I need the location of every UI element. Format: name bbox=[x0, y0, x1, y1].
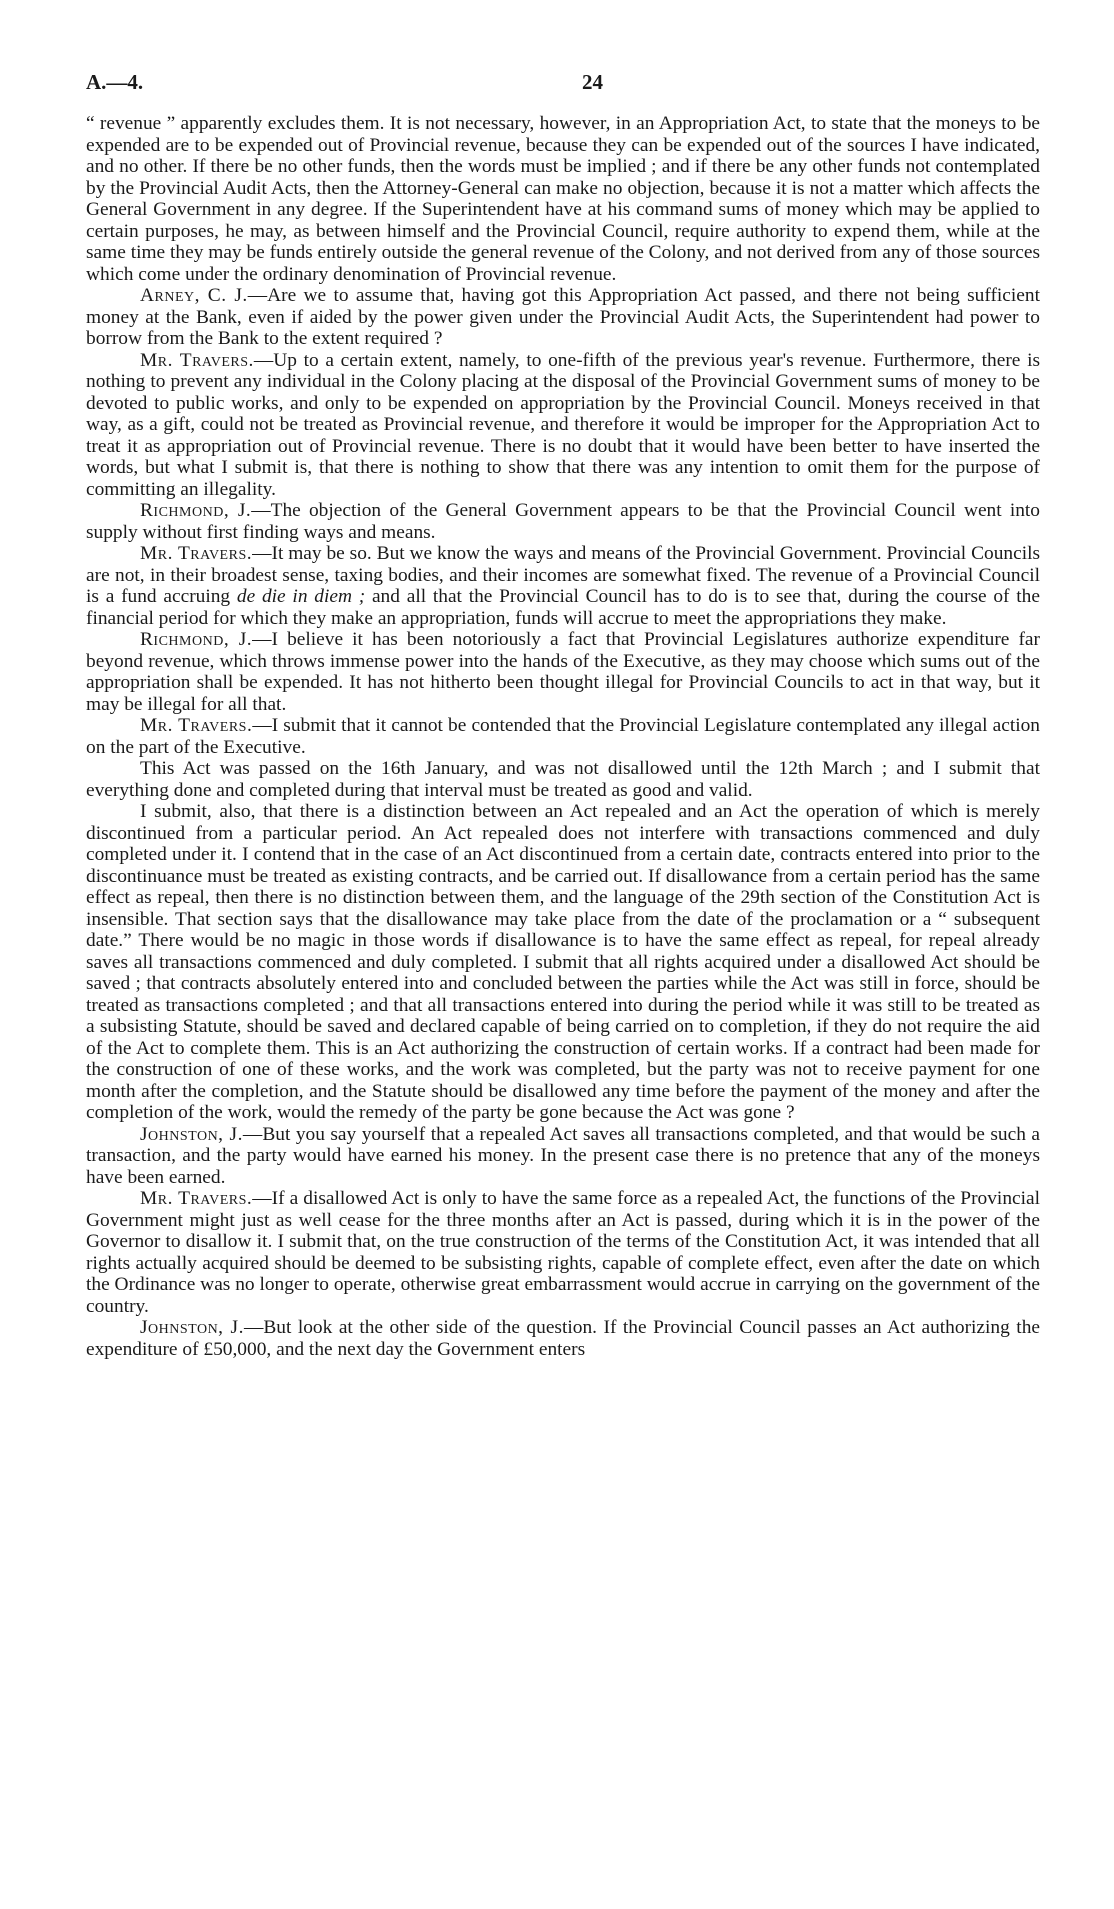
paragraph bbox=[86, 1124, 1040, 1189]
paragraph-text: —Up to a certain extent, namely, to one-fifth of the previous year's revenue. Furthermore, there is nothing to prevent any individual in the Colony placing at the disposal of the Provincial Government sums of money to be devoted to public works, and only to be expended on appropriation by the Provincial Council. Moneys received in that way, as a gift, could not be treated as Provincial revenue, and therefore it would be improper for the Appropriation Act to treat it as appropriation out of Provincial revenue. There is no doubt that it would have been better to have inserted the words, but what I submit is, that there is nothing to show that there was any intention to omit them for the purpose of committing an illegality. bbox=[86, 349, 1040, 500]
paragraph-text-tail: and all that the Provincial Council has to do is to see that, during the course of the financial period for which they make an appropriation, funds will accrue to meet the appropriations they make. bbox=[86, 586, 1040, 629]
paragraph-text: —It may be so. But we know the ways and means of the Provincial Government. Provincial Councils are not, in their broadest sense, taxing bodies, and their incomes are somewhat fixed. The revenue of a Provincial Council is a fund accruing bbox=[86, 543, 1041, 607]
page-header bbox=[86, 64, 1036, 98]
latin-phrase: de die in diem ; bbox=[236, 586, 366, 607]
paragraph bbox=[86, 113, 1040, 285]
speaker-name: Richmond, J. bbox=[140, 500, 252, 521]
paragraph bbox=[86, 1188, 1040, 1317]
paragraph bbox=[86, 543, 1040, 629]
paragraph-text: —Are we to assume that, having got this Appropriation Act passed, and there not being sufficient money at the Bank, even if aided by the power given under the Provincial Audit Acts, the Superintendent had power to borrow from the Bank to the extent required ? bbox=[86, 285, 1040, 349]
speaker-name: Mr. Travers. bbox=[140, 1188, 253, 1209]
paragraph-text: I submit, also, that there is a distinction between an Act repealed and an Act the operation of which is merely discontinued from a particular period. An Act repealed does not interfere with transactions commenced and duly completed under it. I contend that in the case of an Act discontinued from a certain date, contracts entered into prior to the discontinuance must be treated as existing contracts, and be carried out. If disallowance from a certain period has the same effect as repeal, then there is no distinction between them, and the language of the 29th section of the Constitution Act is insensible. That section says that the disallowance may take place from the date of the proclamation or a “ subsequent date.” There would be no magic in those words if disallowance is to have the same effect as repeal, for repeal already saves all transactions commenced and duly completed. I submit that all rights acquired under a disallowed Act should be saved ; that contracts absolutely entered into and concluded between the parties while the Act was still in force, should be treated as transactions completed ; and that all transactions entered into during the period while it was still to be treated as a subsisting Statute, should be saved and declared capable of being carried on to completion, if they do not require the aid of the Act to complete them. This is an Act authorizing the construction of certain works. If a contract had been made for the construction of one of these works, and the work was completed, but the party was not to receive payment for one month after the completion, and the Statute should be disallowed any time before the payment of the money and after the completion of the work, would the remedy of the party be gone because the Act was gone ? bbox=[86, 801, 1040, 1123]
speaker-name: Johnston, J. bbox=[140, 1123, 243, 1145]
speaker-name: Johnston, J. bbox=[140, 1317, 244, 1338]
speaker-name: Mr. Travers. bbox=[140, 543, 253, 564]
page-number: 24 bbox=[582, 70, 603, 94]
paragraph bbox=[86, 629, 1040, 715]
paragraph-text: —But look at the other side of the question. If the Provincial Council passes an Act authorizing the expenditure of £50,000, and the next day the Government enters bbox=[86, 1317, 1040, 1360]
paragraph bbox=[86, 1317, 1040, 1360]
paragraph bbox=[86, 758, 1040, 801]
paragraph bbox=[86, 500, 1040, 543]
paragraph-text: —If a disallowed Act is only to have the same force as a repealed Act, the functions of the Provincial Government might just as well cease for the three months after an Act is passed, during which it is in the power of the Governor to disallow it. I submit that, on the true construction of the terms of the Constitution Act, it was intended that all rights actually acquired should be deemed to be subsisting rights, capable of complete effect, even after the date on which the Ordinance was no longer to operate, otherwise great embarrassment would accrue in carrying on the government of the country. bbox=[86, 1188, 1040, 1317]
paragraph-text: —I believe it has been notoriously a fact that Provincial Legislatures authorize expenditure far beyond revenue, which throws immense power into the hands of the Executive, as they may choose which sums out of the appropriation shall be expended. It has not hitherto been thought illegal for Provincial Councils to act in that way, but it may be illegal for all that. bbox=[86, 629, 1040, 715]
paragraph-text: —The objection of the General Government appears to be that the Provincial Council went into supply without first finding ways and means. bbox=[86, 500, 1040, 543]
parliamentary-paper-code: A.—4. bbox=[86, 70, 144, 94]
paragraph-text: —I submit that it cannot be contended that the Provincial Legislature contemplated any illegal action on the part of the Executive. bbox=[86, 715, 1040, 758]
paragraph bbox=[86, 801, 1040, 1124]
speaker-name: Mr. Travers. bbox=[140, 715, 253, 736]
paragraph bbox=[86, 715, 1040, 758]
speaker-name: Richmond, J. bbox=[140, 629, 253, 650]
paragraph-text: This Act was passed on the 16th January, and was not disallowed until the 12th March ; and I submit that everything done and completed during that interval must be treated as good and valid. bbox=[86, 758, 1040, 801]
paragraph-text: —But you say yourself that a repealed Act saves all transactions completed, and that would be such a transaction, and the party would have earned his money. In the present case there is no pretence that any of the moneys have been earned. bbox=[86, 1123, 1040, 1188]
document-body bbox=[86, 113, 1040, 1360]
speaker-name: Arney, C. J. bbox=[140, 285, 248, 306]
paragraph bbox=[86, 350, 1040, 501]
speaker-name: Mr. Travers. bbox=[140, 349, 254, 371]
paragraph-text: “ revenue ” apparently excludes them. It is not necessary, however, in an Appropriation Act, to state that the moneys to be expended are to be expended out of Provincial revenue, because they can be expended out of the sources I have indicated, and no other. If there be no other funds, then the words must be implied ; and if there be any other funds not contemplated by the Provincial Audit Acts, then the Attorney-General can make no objection, because it is not a matter which affects the General Government in any degree. If the Superintendent have at his command sums of money which may be applied to certain purposes, he may, as between himself and the Provincial Council, require authority to expend them, while at the same time they may be funds entirely outside the general revenue of the Colony, and not derived from any of those sources which come under the ordinary denomination of Provincial revenue. bbox=[86, 113, 1040, 285]
paragraph bbox=[86, 285, 1040, 350]
